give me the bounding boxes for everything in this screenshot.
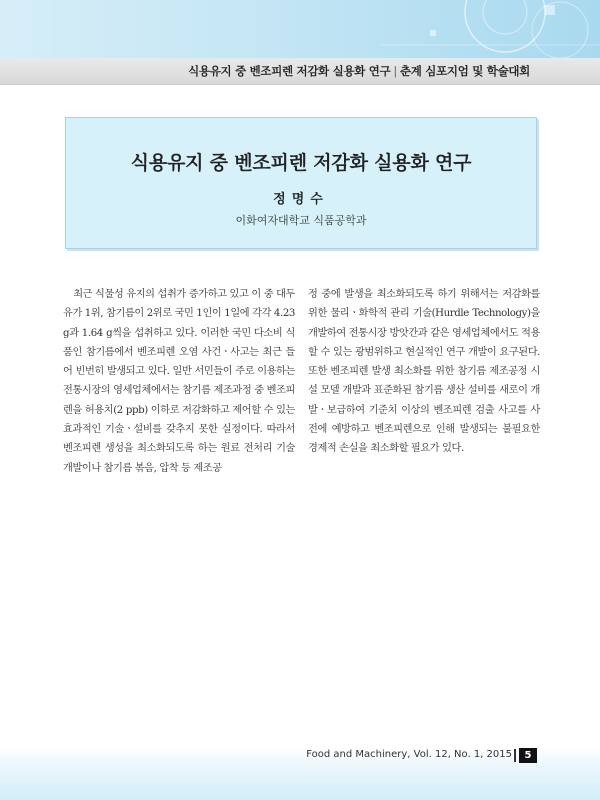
title-box bbox=[65, 117, 537, 249]
footer-divider bbox=[514, 749, 516, 762]
event-name: 춘계 심포지엄 및 학술대회 bbox=[399, 64, 530, 78]
journal-citation: Food and Machinery, Vol. 12, No. 1, 2015 bbox=[306, 749, 512, 760]
running-title: 식용유지 중 벤조피렌 저감화 실용화 연구 bbox=[188, 64, 391, 78]
body-column-left: 최근 식물성 유지의 섭취가 증가하고 있고 이 중 대두유가 1위, 참기름이 2위로 국민 1인이 1일에 각각 4.23 g과 1.64 g씩을 섭취하고 있다. 이러한 국민 다소비 식품인 참기름에서 벤조피렌 오염 사건ㆍ사고는 최근 들어 빈번히 발생되고 있다. 일반 서민들이 주로 이용하는 전통시장의 영세업체에서는 참기름 제조과정 중 벤조피렌을 허용치(2 ppb) 이하로 저감화하고 제어할 수 있는 효과적인 기술ㆍ설비를 갖추지 못한 실정이다. 따라서 벤조피렌 생성을 최소화되도록 하는 원료 전처리 기술 개발이나 참기름 볶음, 압착 등 제조공 bbox=[63, 289, 295, 474]
article-title: 식용유지 중 벤조피렌 저감화 실용화 연구 bbox=[130, 152, 472, 174]
banner-decoration bbox=[0, 0, 600, 58]
author-affiliation: 이화여자대학교 식품공학과 bbox=[235, 214, 367, 227]
page-number: 5 bbox=[519, 748, 537, 763]
running-head bbox=[188, 63, 530, 79]
author-name: 정명수 bbox=[273, 192, 329, 207]
header-banner bbox=[0, 0, 600, 58]
body-column-right: 정 중에 발생을 최소화되도록 하기 위해서는 저감화를 위한 물리ㆍ화학적 관리 기술(Hurdle Technology)을 개발하여 전통시장 방앗간과 같은 영세업체에서도 적용할 수 있는 광범위하고 현실적인 연구 개발이 요구된다. 또한 벤조피렌 발생 최소화를 위한 참기름 제조공정 시설 모델 개발과 표준화된 참기름 생산 설비를 새로이 개발ㆍ보급하여 기준치 이상의 벤조피렌 검출 사고를 사전에 예방하고 벤조피렌으로 인해 발생되는 불필요한 경제적 손실을 최소화할 필요가 있다. bbox=[308, 289, 540, 455]
running-head-separator: | bbox=[393, 64, 397, 78]
